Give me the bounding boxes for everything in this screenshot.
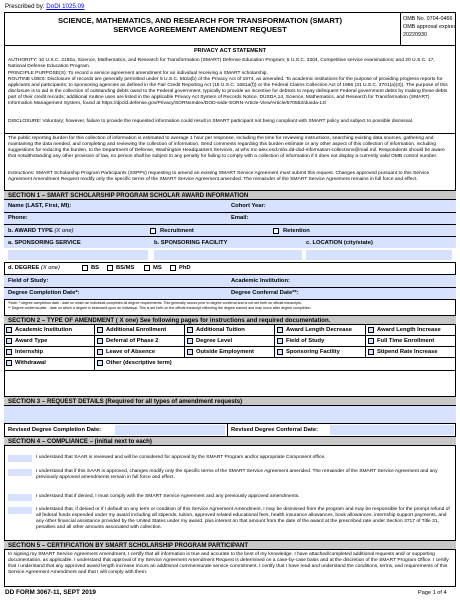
initial-field-2[interactable] [8, 469, 32, 476]
revised-conferral-input[interactable] [330, 425, 454, 435]
amend-label: Withdrawal [15, 360, 46, 366]
cohort-label: Cohort Year: [231, 203, 266, 209]
amend-label: Additional Enrollment [106, 327, 167, 333]
form-title-line1: SCIENCE, MATHEMATICS, AND RESEARCH FOR TRANSFORMATION (SMART) [57, 16, 343, 25]
amend-checkbox[interactable] [97, 338, 103, 344]
omb-number: OMB No. 0704-0466 [403, 16, 453, 22]
amend-checkbox[interactable] [277, 338, 283, 344]
amend-option[interactable] [95, 336, 185, 347]
degree-ms-checkbox[interactable] [144, 265, 150, 271]
amend-option[interactable] [4, 336, 95, 347]
amend-checkbox[interactable] [6, 327, 12, 333]
amend-option[interactable] [4, 325, 95, 336]
amend-checkbox[interactable] [368, 327, 374, 333]
amend-label: Award Type [15, 338, 48, 344]
divider [4, 212, 456, 213]
academic-institution-label: Academic Institution: [231, 278, 290, 284]
prescribed-label: Prescribed by: [5, 3, 45, 10]
amend-checkbox[interactable] [368, 338, 374, 344]
sponsoring-service-label: a. SPONSORING SERVICE [8, 240, 81, 246]
location-label: c. LOCATION (city/state) [306, 240, 373, 246]
revised-conferral-label: Revised Degree Conferral Date: [231, 427, 318, 433]
amend-option[interactable] [95, 347, 185, 358]
amend-checkbox[interactable] [187, 349, 193, 355]
amend-label: Field of Study [286, 338, 325, 344]
section1-title: SECTION 1 – SMART SCHOLARSHIP PROGRAM SCHOLAR AWARD INFORMATION [8, 192, 249, 199]
section2-header [4, 315, 456, 325]
amend-option[interactable] [275, 347, 366, 358]
amend-option[interactable] [275, 336, 366, 347]
amend-option[interactable] [366, 325, 456, 336]
divider [227, 423, 228, 436]
amend-checkbox[interactable] [277, 349, 283, 355]
initial-field-4[interactable] [8, 507, 32, 514]
divider [4, 236, 456, 237]
divider [4, 299, 456, 300]
amend-checkbox[interactable] [97, 349, 103, 355]
instructions: Instructions: SMART Scholarship Program Participants (SSPPs) requesting to amend an existing SMART Service Agreement must submit this request. Changes approved pursuant to this Service Agreement Amendment Request modify only the specific terms of the SMART Service Agreement amended. The remainder of the SMART Service Agreement remains in full force and effect. [8, 171, 430, 182]
completion-date-label: Degree Completion Date*: [8, 290, 80, 296]
section4-header [4, 436, 456, 446]
sponsoring-service-input[interactable] [8, 250, 148, 260]
privacy-routine-uses: ROUTINE USES: Disclosure of records are generally permitted under 5 U.S.C. 552a(b) of the Privacy Act of 1974, as amended. To academic institutions for the purpose of providing progress reports for applicants and participants; to sponsoring agencies as defined in the Fair Credit Reporting Act (15 U.S.C. 1681a(f)) or the Federal Claims Collection Act of 1966 (31 U.S.C. 3701(a)(3)). The purpose of this disclosure is to aid in the collection of outstanding debts owed to the Federal government, typically to provide an incentive for debtors to repay delinquent Federal government debts by making these debts part of their credit records; additional routine uses are listed in the applicable Privacy Act System of Records Notice, DUSDA 14, Science, Mathematics, and Research for Transformation (SMART) Information Management System, found at https://dpcld.defense.gov/Privacy/SORNsIndex/DOD-wide-SORN-Article-View/Article/570552/dusda-14/ [8, 77, 448, 106]
amend-label: Award Length Decrease [286, 327, 352, 333]
privacy-disclosure: DISCLOSURE: Voluntary; however, failure to provide the requested information could result in SMART participant not being compliant with SMART policy and subject to possible dismissal. [8, 119, 414, 124]
degree-bs-label: BS [91, 265, 100, 271]
amend-label: Degree Level [196, 338, 233, 344]
amend-checkbox[interactable] [97, 327, 103, 333]
section4-title: SECTION 4 – COMPLIANCE – (initial next to each) [8, 438, 152, 445]
amend-option[interactable] [4, 347, 95, 358]
omb-date: 20220930 [403, 32, 427, 38]
amend-checkbox[interactable] [6, 360, 12, 366]
amend-checkbox[interactable] [187, 327, 193, 333]
location-input[interactable] [306, 250, 452, 260]
amend-label: Academic Institution [15, 327, 73, 333]
degree-ms-label: MS [153, 265, 162, 271]
retention-checkbox[interactable] [273, 228, 279, 234]
degree-hint: (X one) [40, 265, 60, 271]
amend-label: Additional Tuition [196, 327, 245, 333]
amend-option[interactable] [4, 358, 95, 371]
divider [4, 423, 456, 424]
revised-completion-label: Revised Degree Completion Date: [8, 427, 102, 433]
amend-option[interactable] [185, 325, 275, 336]
field-of-study-label: Field of Study: [8, 278, 49, 284]
degree-phd-checkbox[interactable] [170, 265, 176, 271]
initial-field-3[interactable] [8, 494, 32, 501]
degree-bsms-checkbox[interactable] [107, 265, 113, 271]
section5-header [4, 540, 456, 550]
initial-field-1[interactable] [8, 455, 32, 462]
certification-text: In signing my SMART Service Agreement Amendment, I certify that all information is true and accurate to the best of my knowledge. I have attached/completed additional requests and/ or supporting documentation, as applicable. I understand that approval of my Service Agreement Amendment Request is determined on a case-by-case basis and at the discretion of the SMART Program Office. I certify that I understand that any approved award length increase incurs an additional commensurate service commitment. I certify that I have read and understand the conditions, terms, and requirements of this Service Agreement Amendment and that I will comply with them. [8, 552, 449, 575]
divider [4, 45, 456, 46]
amend-option[interactable] [366, 336, 456, 347]
recruitment-label: Recruitment [160, 228, 194, 234]
amend-label: Award Length Increase [377, 327, 441, 333]
section2-title: SECTION 2 – TYPE OF AMENDMENT ( X one) See following pages for instructions and required documentation. [8, 317, 331, 324]
degree-bs-checkbox[interactable] [82, 265, 88, 271]
section3-header [4, 396, 456, 406]
amend-checkbox[interactable] [368, 349, 374, 355]
amend-label-other: Other (descriptive term) [106, 360, 172, 366]
compliance-item-2: I understand that if this SAAR is approved, changes modify only the specific terms of the SMART Service Agreement amended. The remainder of the SMART Service Agreement and any previously approved amendments remain in full force and effect. [36, 469, 438, 480]
request-details-input[interactable] [4, 406, 456, 423]
amend-option[interactable] [95, 325, 185, 336]
form-title-line2: SERVICE AGREEMENT AMENDMENT REQUEST [113, 25, 287, 34]
compliance-item-4: I understand that, if denied or if I default on any term or condition of this Service Agreement Amendment, I may be dismissed from the program and may be responsible for the prompt refund of all federal funds expended under my award including all stipends, tuition, approved related educational fees, health insurance allowances, book allowances, internship support payments, and any other financial assistance provided by the United States under my award, plus interest on that amount from the date of the award at the prescribed rate under Section 3717 of Title 31, penalties and all other amounts associated with collection. [36, 507, 450, 530]
divider [4, 287, 456, 288]
amend-label: Sponsoring Facility [286, 349, 340, 355]
degree-phd-label: PhD [179, 265, 191, 271]
divider [4, 133, 456, 134]
award-type-text: b. AWARD TYPE [8, 228, 53, 234]
degree-text: d. DEGREE [8, 265, 40, 271]
omb-approval: OMB approval expires [403, 24, 457, 30]
amend-label: Internship [15, 349, 44, 355]
amend-checkbox[interactable] [6, 338, 12, 344]
sponsoring-facility-input[interactable] [154, 250, 302, 260]
section1-header [4, 190, 456, 200]
amend-option[interactable] [185, 336, 275, 347]
award-type-hint: (X one) [54, 228, 74, 234]
note-completion: *Note: * degree completion date - date on which an individual completes all degree requirements. This generally occurs prior to degree conferral and is not set forth on official transcripts. [8, 301, 302, 305]
amend-checkbox[interactable] [187, 338, 193, 344]
amend-option[interactable] [185, 347, 275, 358]
page-number: Page 1 of 4 [418, 590, 447, 596]
compliance-item-3: I understand that if denied, I must comply with the SMART Service Agreement and any previously approved amendments. [36, 494, 300, 499]
amend-checkbox[interactable] [6, 349, 12, 355]
form-number: DD FORM 3067-11, SEPT 2019 [5, 589, 96, 596]
amend-checkbox[interactable] [97, 360, 103, 366]
amend-label: Leave of Absence [106, 349, 156, 355]
phone-label: Phone: [8, 215, 28, 221]
section5-title: SECTION 5 – CERTIFICATION BY SMART SCHOLARSHIP PROGRAM PARTICIPANT [8, 542, 249, 549]
sponsoring-facility-label: b. SPONSORING FACILITY [154, 240, 228, 246]
award-type-label [8, 228, 74, 234]
amend-checkbox[interactable] [277, 327, 283, 333]
amend-option[interactable] [95, 358, 456, 371]
amend-label: Full Time Enrollment [377, 338, 435, 344]
burden-statement: The public reporting burden for this collection of information is estimated to average 1 hour per response, including the time for reviewing instructions, searching existing data sources, gathering and maintaining the data needed, and completing and reviewing the collection of information. Send comments regarding this burden estimate or any other aspect of this collection of information, including suggestions for reducing the burden, to the Department of Defense, Washington Headquarters Services, at whs.mc-alex.esd.mbx.dd-dod-information-collections@mail.mil. Respondents should be aware that notwithstanding any other provision of law, no person shall be subject to any penalty for failing to comply with a collection of information if it does not display a currently valid OMB control number. [8, 136, 445, 159]
compliance-item-1: I understand that SAAR is reviewed and will be considered for approval by the SMART Program and/or appropriate Component office. [36, 455, 326, 460]
amend-option[interactable] [275, 325, 366, 336]
privacy-purpose: PRINCIPLE PURPOSE(S): To record a service agreement amendment for an individual receiving a SMART scholarship. [8, 71, 268, 76]
amend-label: Stipend Rate Increase [377, 349, 438, 355]
name-label: Name (LAST, First, MI): [8, 203, 72, 209]
recruitment-checkbox[interactable] [150, 228, 156, 234]
prescribed-link[interactable]: DoDI 1025.09 [46, 3, 85, 10]
amend-option[interactable] [366, 347, 456, 358]
retention-label: Retention [283, 228, 310, 234]
prescribed-by [5, 3, 84, 10]
divider [4, 262, 456, 263]
email-label: Email: [231, 215, 249, 221]
section3-title: SECTION 3 – REQUEST DETAILS (Required for all types of amendment requests) [8, 398, 243, 405]
conferral-date-label: Degree Conferral Date**: [231, 290, 299, 296]
revised-completion-input[interactable] [115, 425, 225, 435]
divider [4, 224, 456, 225]
degree-bsms-label: BS/MS [116, 265, 135, 271]
note-conferral: ** Degree conferral date - date on which a degree is bestowed upon an individual. This is set forth on the official transcript reflecting the degree earned and may occur after degree completion. [8, 306, 312, 310]
degree-label [8, 265, 60, 271]
amend-label: Deferral of Phase 2 [106, 338, 159, 344]
amend-label: Outside Employment [196, 349, 254, 355]
privacy-authority: AUTHORITY: 10 U.S.C. 2192a, Science, Mathematics, and Research for Transformation (SMART) Defense Education Program; 5 U.S.C. 3304, Competitive service examinations; and 20 U.S.C. 17, National Defense Education Program. [8, 58, 435, 69]
privacy-heading: PRIVACY ACT STATEMENT [193, 48, 267, 54]
